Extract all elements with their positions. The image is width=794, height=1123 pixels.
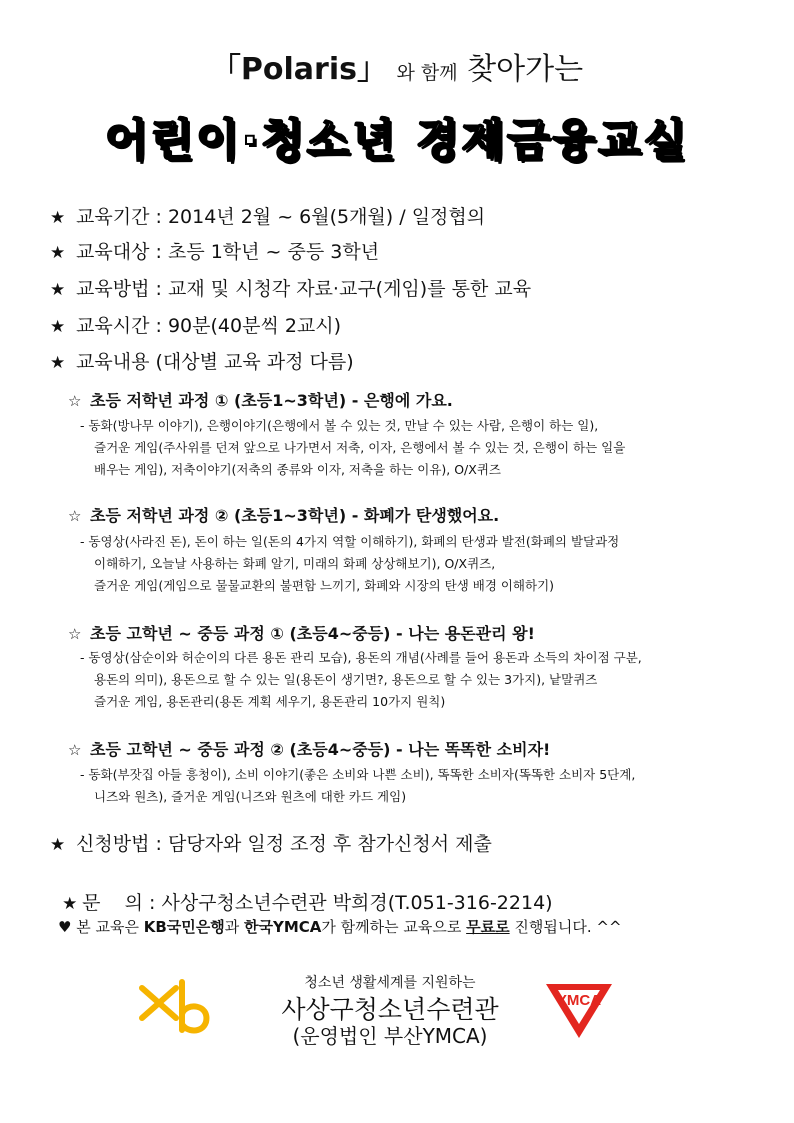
course-line: - 동화(방나무 이야기), 은행이야기(은행에서 볼 수 있는 것, 만날 수 있는 사람, 은행이 하는 일), <box>80 418 599 433</box>
ymca-logo-text: YMCA <box>556 992 602 1009</box>
star-icon: ★ <box>50 280 66 300</box>
apply-value: 담당자와 일정 조정 후 참가신청서 제출 <box>167 833 492 855</box>
ymca-logo <box>542 980 616 1040</box>
apply-value: 사상구청소년수련관 박희경(T.051-316-2214) <box>161 892 553 914</box>
star-outline-icon: ☆ <box>68 625 82 643</box>
course-title-text: 초등 저학년 과정 ② (초등1~3학년) - 화폐가 탄생했어요. <box>90 506 500 525</box>
course-title-text: 초등 고학년 ~ 중등 과정 ① (초등4~중등) - 나는 용돈관리 왕! <box>90 624 535 643</box>
with-text: 와 함께 <box>396 62 458 84</box>
apply-sep: : <box>155 833 162 855</box>
apply-sep: : <box>149 892 156 914</box>
info-value: 90분(40분씩 2교시) <box>167 315 342 337</box>
info-row-period <box>50 202 485 229</box>
apply-label: 신청방법 <box>76 833 150 855</box>
star-icon: ★ <box>50 353 66 373</box>
apply-row-method <box>50 829 492 856</box>
kb-logo <box>136 978 216 1038</box>
info-value: 초등 1학년 ~ 중등 3학년 <box>167 241 380 263</box>
info-sep: : <box>155 206 162 228</box>
info-label: 교육내용 <box>76 351 150 373</box>
course-line: 배우는 게임), 저축이야기(저축의 종류와 이자, 저축을 하는 이유), O/X퀴즈 <box>94 462 501 477</box>
apply-label: 문 의 <box>82 892 143 914</box>
bracket-open: 「 <box>210 52 241 87</box>
header-subtitle <box>0 44 794 88</box>
ymca-triangle-icon <box>542 980 616 1040</box>
info-row-method <box>50 274 531 301</box>
course-title <box>68 388 453 411</box>
info-label: 교육시간 <box>76 315 150 337</box>
apply-row-contact <box>50 866 553 915</box>
course-line: 니즈와 원츠), 즐거운 게임(니즈와 원츠에 대한 카드 게임) <box>94 789 407 804</box>
star-icon: ★ <box>62 894 78 914</box>
info-sep: : <box>155 241 162 263</box>
bracket-close: 」 <box>356 52 387 87</box>
info-label: 교육대상 <box>76 241 150 263</box>
course-description <box>80 531 770 597</box>
course-title <box>68 737 550 760</box>
star-icon: ★ <box>50 208 66 228</box>
info-value: 2014년 2월 ~ 6월(5개월) / 일정협의 <box>167 206 486 228</box>
course-line: - 동영상(사라진 돈), 돈이 하는 일(돈의 4가지 역할 이해하기), 화폐의 탄생과 발전(화폐의 발달과정 <box>80 534 620 549</box>
course-line: 이해하기, 오늘날 사용하는 화폐 알기, 미래의 화폐 상상해보기), O/X퀴즈, <box>94 556 496 571</box>
course-description <box>80 415 770 481</box>
note-text: 본 교육은 <box>76 918 144 936</box>
info-value: (대상별 교육 과정 다름) <box>155 351 354 373</box>
course-description <box>80 764 770 808</box>
footer-operator: (운영법인 부산YMCA) <box>292 1024 488 1048</box>
note-ymca: 한국YMCA <box>244 918 322 936</box>
info-sep: : <box>155 278 162 300</box>
info-row-time <box>50 311 341 338</box>
course-title-text: 초등 저학년 과정 ① (초등1~3학년) - 은행에 가요. <box>90 391 453 410</box>
note-text: 진행됩니다. ^^ <box>509 918 622 936</box>
note-free: 무료로 <box>466 918 510 936</box>
course-line: 즐거운 게임(주사위를 던져 앞으로 나가면서 저축, 이자, 은행에서 볼 수 있는 것, 은행이 하는 일을 <box>94 440 626 455</box>
info-label: 교육기간 <box>76 206 150 228</box>
star-outline-icon: ☆ <box>68 507 82 525</box>
heart-icon: ♥ <box>58 918 72 936</box>
info-value: 교재 및 시청각 자료·교구(게임)를 통한 교육 <box>167 278 532 300</box>
star-icon: ★ <box>50 243 66 263</box>
course-title <box>68 503 499 526</box>
course-line: 즐거운 게임(게임으로 물물교환의 불편함 느끼기, 화폐와 시장의 탄생 배경 이해하기) <box>94 578 555 593</box>
course-line: - 동화(부잣집 아들 흥청이), 소비 이야기(좋은 소비와 나쁜 소비), 똑똑한 소비자(똑똑한 소비자 5단계, <box>80 767 636 782</box>
brand-name: Polaris <box>240 52 357 87</box>
main-title: 어린이·청소년 경제금융교실 <box>104 115 690 166</box>
note-text: 과 <box>224 918 245 936</box>
course-line: - 동영상(삼순이와 허순이의 다른 용돈 관리 모습), 용돈의 개념(사례를 들어 용돈과 소득의 차이점 구분, <box>80 650 642 665</box>
footer-tagline: 청소년 생활세계를 지원하는 <box>304 975 476 991</box>
course-title <box>68 621 535 644</box>
course-line: 용돈의 의미), 용돈으로 할 수 있는 일(용돈이 생기면?, 용돈으로 할 수 있는 3가지), 낱말퀴즈 <box>94 672 598 687</box>
star-outline-icon: ☆ <box>68 392 82 410</box>
note-kb: KB국민은행 <box>143 918 225 936</box>
info-label: 교육방법 <box>76 278 150 300</box>
footer-org: 사상구청소년수련관 <box>281 995 499 1024</box>
course-description <box>80 647 770 713</box>
info-row-content <box>50 347 354 374</box>
star-icon: ★ <box>50 317 66 337</box>
note-line <box>58 916 622 937</box>
course-title-text: 초등 고학년 ~ 중등 과정 ② (초등4~중등) - 나는 똑똑한 소비자! <box>90 740 551 759</box>
star-icon: ★ <box>50 835 66 855</box>
star-outline-icon: ☆ <box>68 741 82 759</box>
info-row-target <box>50 237 379 264</box>
info-sep: : <box>155 315 162 337</box>
course-line: 즐거운 게임, 용돈관리(용돈 계획 세우기, 용돈관리 10가지 원칙) <box>94 694 446 709</box>
going-text: 찾아가는 <box>467 52 584 87</box>
note-text: 가 함께하는 교육으로 <box>321 918 467 936</box>
